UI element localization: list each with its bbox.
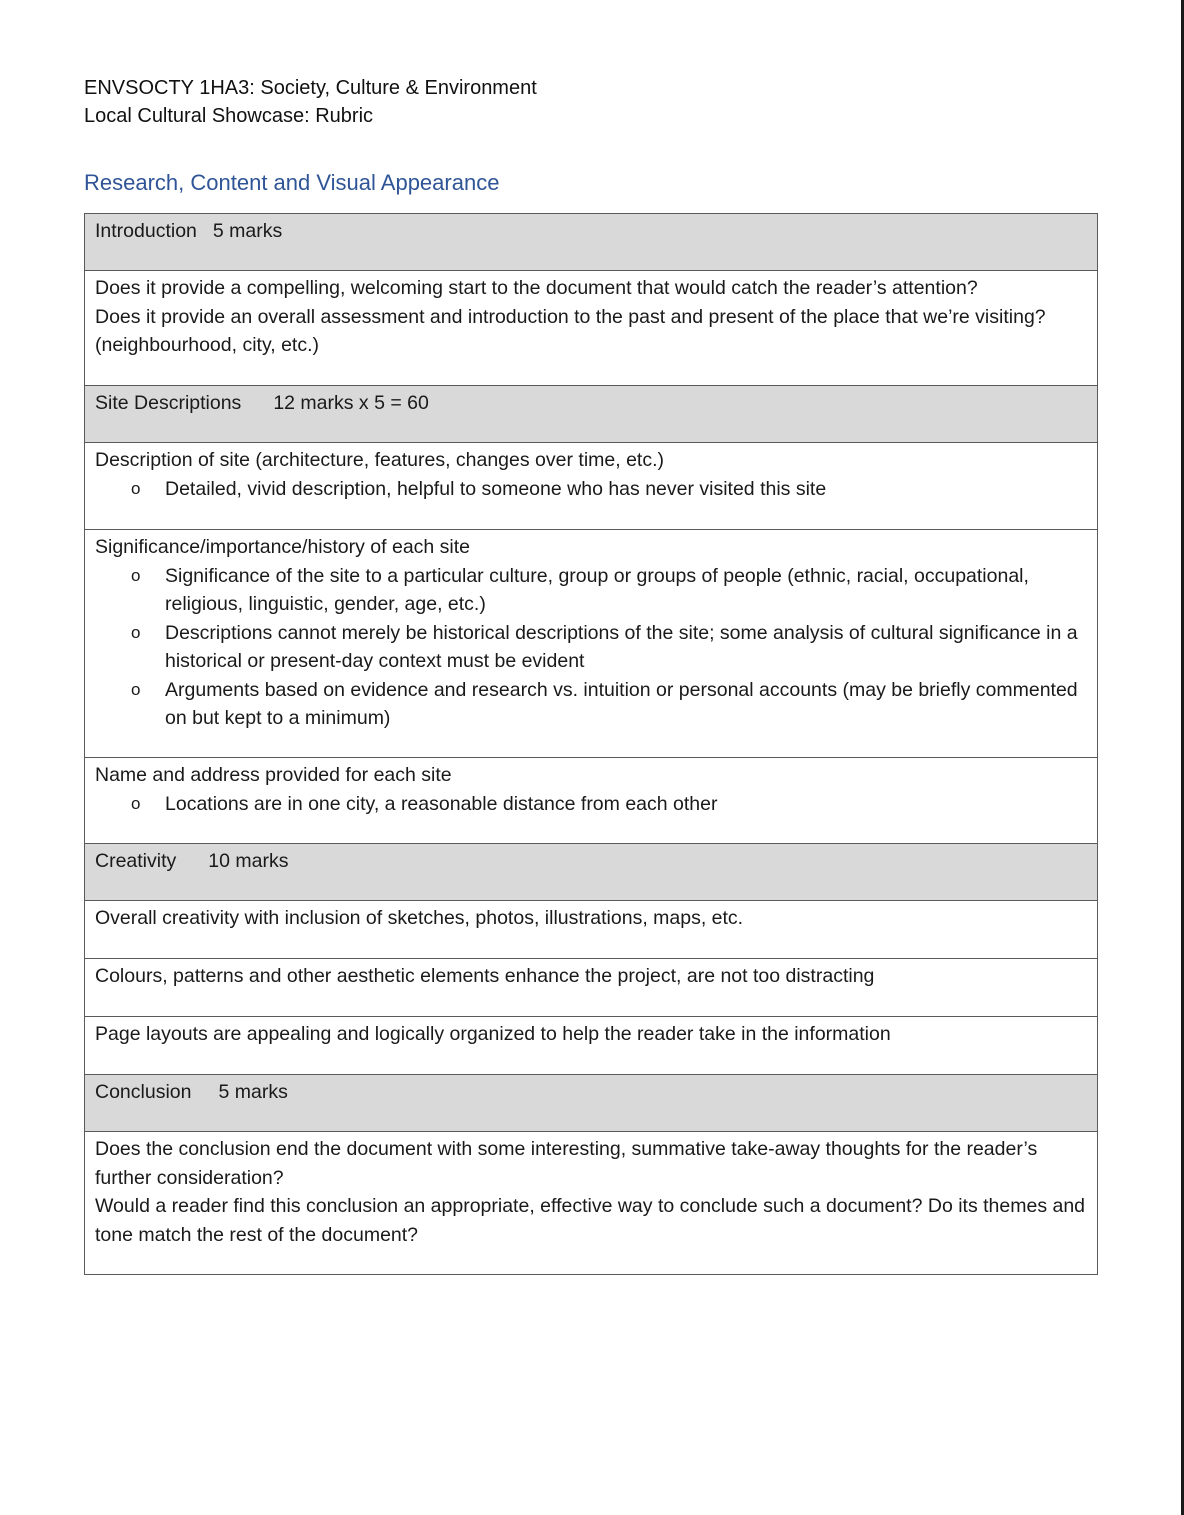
introduction-criterion-1: Does it provide a compelling, welcoming start to the document that would catch the reader’s attention? bbox=[95, 277, 978, 299]
assignment-title: Local Cultural Showcase: Rubric bbox=[84, 105, 374, 127]
introduction-marks: 5 marks bbox=[212, 220, 283, 242]
introduction-criteria-cell bbox=[85, 271, 1098, 386]
creativity-header-row bbox=[85, 844, 1098, 901]
site-descriptions-header-cell bbox=[85, 386, 1098, 443]
site-name-address-heading: Name and address provided for each site bbox=[95, 764, 452, 786]
site-significance-heading: Significance/importance/history of each site bbox=[95, 536, 471, 558]
site-descriptions-header-row bbox=[85, 386, 1098, 443]
site-description-bullets bbox=[95, 475, 1087, 504]
bullet-marker: o bbox=[131, 622, 141, 642]
site-description-cell bbox=[85, 443, 1098, 530]
bullet-marker: o bbox=[131, 679, 141, 699]
creativity-criterion-row bbox=[85, 1017, 1098, 1075]
introduction-criteria-row bbox=[85, 271, 1098, 386]
conclusion-marks: 5 marks bbox=[218, 1081, 288, 1103]
site-name-address-cell bbox=[85, 758, 1098, 844]
creativity-criterion-cell: Page layouts are appealing and logically organized to help the reader take in the information bbox=[85, 1017, 1098, 1075]
creativity-criterion-row bbox=[85, 959, 1098, 1017]
conclusion-header-cell bbox=[85, 1075, 1098, 1132]
site-significance-cell bbox=[85, 530, 1098, 758]
conclusion-header-row bbox=[85, 1075, 1098, 1132]
conclusion-criteria-cell bbox=[85, 1132, 1098, 1275]
site-significance-bullets bbox=[95, 562, 1087, 733]
site-name-address-bullets bbox=[95, 790, 1087, 819]
bullet-text: Detailed, vivid description, helpful to someone who has never visited this site bbox=[165, 477, 827, 500]
site-significance-row bbox=[85, 530, 1098, 758]
rubric-table bbox=[84, 213, 1098, 1275]
bullet-item bbox=[95, 676, 1087, 733]
bullet-text: Arguments based on evidence and research vs. intuition or personal accounts (may be briefly commented on but kept to a minimum) bbox=[165, 678, 1078, 729]
creativity-criterion-cell: Colours, patterns and other aesthetic elements enhance the project, are not too distracting bbox=[85, 959, 1098, 1017]
site-descriptions-title: Site Descriptions bbox=[95, 392, 242, 414]
conclusion-criteria-row bbox=[85, 1132, 1098, 1275]
bullet-item bbox=[95, 790, 1087, 819]
bullet-marker: o bbox=[131, 793, 141, 813]
site-description-heading: Description of site (architecture, features, changes over time, etc.) bbox=[95, 449, 664, 471]
course-title: ENVSOCTY 1HA3: Society, Culture & Environment bbox=[84, 77, 537, 99]
conclusion-title: Conclusion bbox=[95, 1081, 192, 1103]
creativity-criterion-row bbox=[85, 901, 1098, 959]
creativity-criterion-cell: Overall creativity with inclusion of sketches, photos, illustrations, maps, etc. bbox=[85, 901, 1098, 959]
conclusion-criterion-2: Would a reader find this conclusion an appropriate, effective way to conclude such a document? Do its themes and tone match the rest of the document? bbox=[95, 1195, 1086, 1246]
site-description-row bbox=[85, 443, 1098, 530]
introduction-header-cell bbox=[85, 214, 1098, 271]
bullet-marker: o bbox=[131, 478, 141, 498]
bullet-text: Descriptions cannot merely be historical descriptions of the site; some analysis of cultural significance in a historical or present-day context must be evident bbox=[165, 621, 1078, 672]
site-name-address-row bbox=[85, 758, 1098, 844]
creativity-marks: 10 marks bbox=[208, 850, 289, 872]
bullet-item bbox=[95, 562, 1087, 619]
creativity-header-cell bbox=[85, 844, 1098, 901]
bullet-text: Locations are in one city, a reasonable distance from each other bbox=[165, 792, 718, 815]
bullet-text: Significance of the site to a particular culture, group or groups of people (ethnic, racial, occupational, religious, linguistic, gender, age, etc.) bbox=[165, 564, 1029, 615]
conclusion-criterion-1: Does the conclusion end the document with some interesting, summative take-away thoughts for the reader’s further consideration? bbox=[95, 1138, 1038, 1189]
bullet-item bbox=[95, 475, 1087, 504]
section-heading: Research, Content and Visual Appearance bbox=[84, 170, 500, 195]
introduction-header-row bbox=[85, 214, 1098, 271]
introduction-criterion-2: Does it provide an overall assessment and introduction to the past and present of the place that we’re visiting? (neighbourhood, city, etc.) bbox=[95, 305, 1046, 356]
document-header bbox=[84, 74, 537, 130]
site-descriptions-marks: 12 marks x 5 = 60 bbox=[273, 392, 429, 414]
creativity-title: Creativity bbox=[95, 850, 177, 872]
bullet-marker: o bbox=[131, 565, 141, 585]
introduction-title: Introduction bbox=[95, 220, 197, 242]
bullet-item bbox=[95, 619, 1087, 676]
